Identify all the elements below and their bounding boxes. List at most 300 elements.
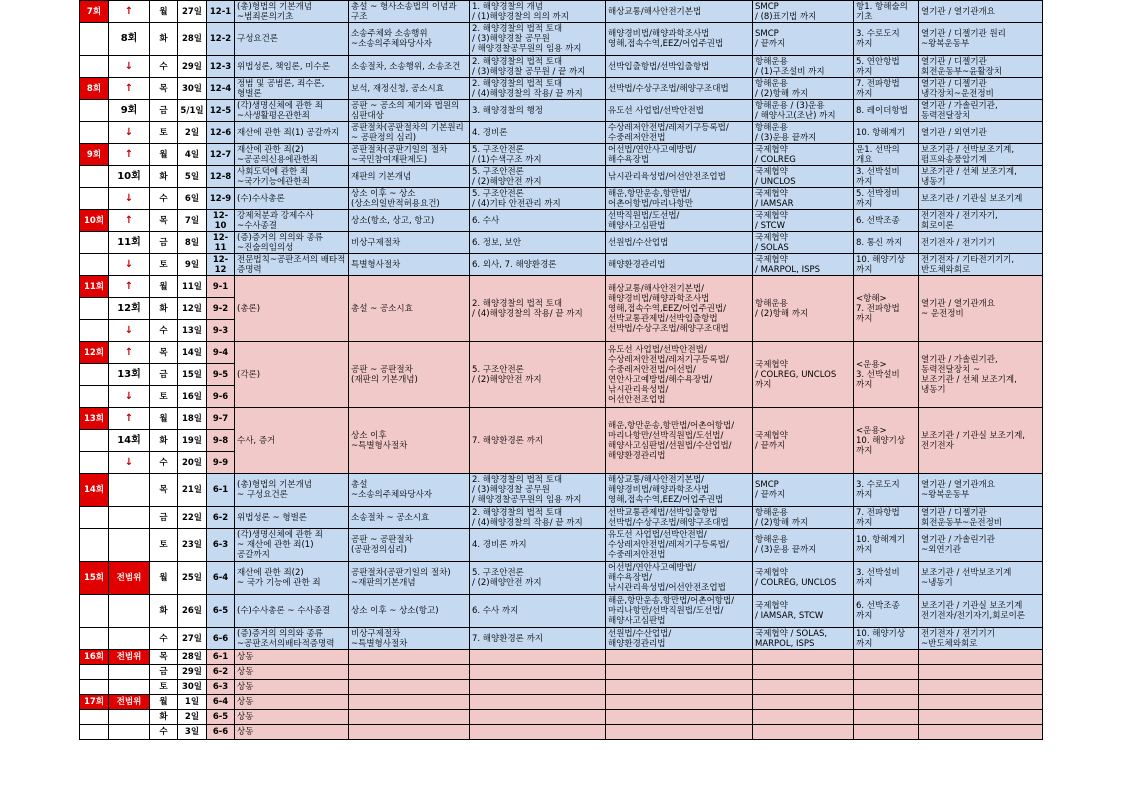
weekday-cell: 월 xyxy=(150,562,178,595)
subject-engineering xyxy=(919,650,1043,665)
weekday-cell: 토 xyxy=(150,680,178,695)
week-cell: 10회 xyxy=(109,166,150,188)
round-cell: 12회 xyxy=(80,342,109,364)
subject-maritime-law: 낚시관리육성법/어선안전조업법 xyxy=(606,166,753,188)
subject-navigation: 5. 선박정비 까지 xyxy=(854,188,919,210)
code-cell: 9-4 xyxy=(207,342,235,364)
weekday-cell: 목 xyxy=(150,474,178,507)
subject-navigation: 3. 수로도지 까지 xyxy=(854,23,919,56)
arrow-cell: ↓ xyxy=(109,452,150,474)
round-cell: 17회 xyxy=(80,695,109,710)
subject-maritime-law: 해상교통/해사안전기본법/ 해양경비법/해양과학조사법 영해,접속수역,EEZ/어업주권법 xyxy=(606,474,753,507)
subject-criminal-procedure: 공판절차(공판절차의 기본원리 ~ 공판정의 심리) xyxy=(349,122,470,144)
subject-engineering xyxy=(919,725,1043,740)
subject-navigation: 8. 레이더항법 xyxy=(854,100,919,122)
table-row xyxy=(80,710,1043,725)
subject-navigation-english xyxy=(753,650,854,665)
subject-navigation-english: 국제협약 / COLREG, UNCLOS xyxy=(753,562,854,595)
date-cell: 18일 xyxy=(178,408,207,430)
week-cell: 9회 xyxy=(109,100,150,122)
subject-navigation: 10. 해양기상 까지 xyxy=(854,254,919,276)
table-row xyxy=(80,56,1043,78)
date-cell: 2일 xyxy=(178,710,207,725)
date-cell: 28일 xyxy=(178,23,207,56)
date-cell: 4일 xyxy=(178,144,207,166)
subject-navigation xyxy=(854,710,919,725)
subject-maritime-police: 5. 구조안전론 / (2)해양안전 까지 xyxy=(470,562,606,595)
code-cell: 6-1 xyxy=(207,650,235,665)
code-cell: 9-8 xyxy=(207,430,235,452)
weekday-cell: 토 xyxy=(150,122,178,144)
table-row xyxy=(80,695,1043,710)
table-row xyxy=(80,680,1043,695)
subject-maritime-law: 해상교통/해사안전기본법 xyxy=(606,1,753,23)
subject-engineering xyxy=(919,695,1043,710)
subject-navigation xyxy=(854,725,919,740)
subject-criminal-law: 강제처분과 강제수사 ~수사종결 xyxy=(235,210,349,232)
arrow-cell: ↑ xyxy=(109,342,150,364)
date-cell: 8일 xyxy=(178,232,207,254)
subject-navigation: 3. 수로도지 까지 xyxy=(854,474,919,507)
subject-maritime-police xyxy=(470,665,606,680)
code-cell: 12-5 xyxy=(207,100,235,122)
date-cell: 23일 xyxy=(178,529,207,562)
round-cell xyxy=(80,56,109,78)
round-cell: 11회 xyxy=(80,276,109,298)
round-cell xyxy=(80,23,109,56)
round-cell xyxy=(80,595,109,628)
round-cell: 13회 xyxy=(80,408,109,430)
subject-engineering xyxy=(919,710,1043,725)
subject-maritime-law xyxy=(606,725,753,740)
weekday-cell: 목 xyxy=(150,210,178,232)
weekday-cell: 수 xyxy=(150,725,178,740)
subject-navigation: 운1. 선박의 개요 xyxy=(854,144,919,166)
week-cell: 8회 xyxy=(109,23,150,56)
arrow-cell xyxy=(109,665,150,680)
date-cell: 15일 xyxy=(178,364,207,386)
weekday-cell: 화 xyxy=(150,298,178,320)
table-row xyxy=(80,595,1043,628)
weekday-cell: 수 xyxy=(150,188,178,210)
subject-criminal-law: 위법성론, 책임론, 미수론 xyxy=(235,56,349,78)
subject-maritime-law: 선원법/수산업법/ 해양환경관리법 xyxy=(606,628,753,650)
weekday-cell: 월 xyxy=(150,144,178,166)
subject-engineering: 보조기관 / 선박보조기계, 펌프와송풍압기계 xyxy=(919,144,1043,166)
code-cell: 9-5 xyxy=(207,364,235,386)
table-row xyxy=(80,232,1043,254)
subject-maritime-law: 어선법/연안사고예방법/ 해수욕장법/ 낚시관리육성법/어선안전조업법 xyxy=(606,562,753,595)
subject-engineering: 열기관 / 열기관개요 xyxy=(919,1,1043,23)
arrow-cell: ↓ xyxy=(109,122,150,144)
weekday-cell: 토 xyxy=(150,254,178,276)
subject-maritime-law: 선박입출항법/선박입출항법 xyxy=(606,56,753,78)
code-cell: 6-6 xyxy=(207,725,235,740)
subject-navigation: 10. 항해계기 xyxy=(854,122,919,144)
subject-engineering: 보조기관 / 기관실 보조기계 xyxy=(919,188,1043,210)
weekday-cell: 목 xyxy=(150,78,178,100)
subject-navigation: 7. 전파항법 까지 xyxy=(854,78,919,100)
subject-navigation-english xyxy=(753,710,854,725)
subject-engineering xyxy=(919,665,1043,680)
subject-criminal-law: (증)증거의 의의와 종류 ~진술의임의성 xyxy=(235,232,349,254)
date-cell: 21일 xyxy=(178,474,207,507)
subject-navigation-english: 항해운용 / (1)구조설비 까지 xyxy=(753,56,854,78)
subject-criminal-procedure: 공판 ~ 공판절차 (재판의 기본개념) xyxy=(349,342,470,408)
subject-criminal-procedure: 특별형사절차 xyxy=(349,254,470,276)
date-cell: 5일 xyxy=(178,166,207,188)
arrow-cell xyxy=(109,710,150,725)
subject-criminal-law: 재산에 관한 죄(1) 공갈까지 xyxy=(235,122,349,144)
round-cell xyxy=(80,166,109,188)
subject-maritime-police: 7. 해양환경론 까지 xyxy=(470,628,606,650)
subject-engineering: 열기관 / 디젤기관 원리 ~왕복운동부 xyxy=(919,23,1043,56)
date-cell: 30일 xyxy=(178,680,207,695)
subject-engineering: 열기관 / 가솔린기관, 동력전달장치 ~ 보조기관 / 선체 보조기계, 냉동기 xyxy=(919,342,1043,408)
date-cell: 29일 xyxy=(178,56,207,78)
code-cell: 12-10 xyxy=(207,210,235,232)
subject-criminal-law: 전문법칙~공판조서의 배타적 증명력 xyxy=(235,254,349,276)
weekday-cell: 금 xyxy=(150,100,178,122)
subject-criminal-law: 상동 xyxy=(235,725,349,740)
subject-maritime-law: 유도선 사업법/선박안전법 xyxy=(606,100,753,122)
date-cell: 30일 xyxy=(178,78,207,100)
weekday-cell: 수 xyxy=(150,452,178,474)
code-cell: 9-7 xyxy=(207,408,235,430)
subject-engineering: 전기전자 / 전기자기, 회로이론 xyxy=(919,210,1043,232)
date-cell: 3일 xyxy=(178,725,207,740)
subject-criminal-procedure: 총설 ~ 공소시효 xyxy=(349,276,470,342)
subject-maritime-police: 4. 경비론 xyxy=(470,122,606,144)
subject-maritime-law: 유도선 사업법/선박안전법/ 수상레저안전법/레저기구등록법/ 수중레저안전법/어선법/연안사고예방법/해수욕장법/낚시관리육성법/ 어선안전조업법 xyxy=(606,342,753,408)
subject-maritime-police: 6. 수사 xyxy=(470,210,606,232)
round-cell: 10회 xyxy=(80,210,109,232)
table-row xyxy=(80,78,1043,100)
subject-maritime-police: 5. 구조안전론 / (1)수색구조 까지 xyxy=(470,144,606,166)
round-cell xyxy=(80,188,109,210)
subject-navigation: 10. 항해계기 까지 xyxy=(854,529,919,562)
arrow-cell xyxy=(109,529,150,562)
week-cell: 12회 xyxy=(109,298,150,320)
weekday-cell: 화 xyxy=(150,710,178,725)
date-cell: 26일 xyxy=(178,595,207,628)
round-cell: 7회 xyxy=(80,1,109,23)
subject-criminal-law: 상동 xyxy=(235,665,349,680)
subject-maritime-police: 6. 수사 까지 xyxy=(470,595,606,628)
date-cell: 11일 xyxy=(178,276,207,298)
subject-maritime-law xyxy=(606,680,753,695)
subject-criminal-law: (수)수사총론 xyxy=(235,188,349,210)
table-row xyxy=(80,507,1043,529)
table-row xyxy=(80,100,1043,122)
subject-criminal-law: 위법성론 ~ 형벌론 xyxy=(235,507,349,529)
weekday-cell: 화 xyxy=(150,23,178,56)
weekday-cell: 금 xyxy=(150,507,178,529)
arrow-cell: ↓ xyxy=(109,320,150,342)
weekday-cell: 월 xyxy=(150,408,178,430)
code-cell: 9-2 xyxy=(207,298,235,320)
subject-navigation: 3. 선박설비 까지 xyxy=(854,562,919,595)
subject-criminal-law: (총)형법의 기본개념 ~ 구성요건론 xyxy=(235,474,349,507)
subject-navigation: 5. 연안항법 까지 xyxy=(854,56,919,78)
round-cell xyxy=(80,430,109,452)
weekday-cell: 월 xyxy=(150,276,178,298)
table-row xyxy=(80,23,1043,56)
subject-maritime-law: 수상레저안전법/레저기구등록법/수중레저안전법 xyxy=(606,122,753,144)
subject-criminal-procedure xyxy=(349,650,470,665)
code-cell: 6-2 xyxy=(207,665,235,680)
subject-navigation: 7. 전파항법 까지 xyxy=(854,507,919,529)
date-cell: 19일 xyxy=(178,430,207,452)
subject-criminal-procedure: 보석, 재정신청, 공소시효 xyxy=(349,78,470,100)
code-cell: 6-2 xyxy=(207,507,235,529)
subject-criminal-procedure: 공판 ~ 공소의 제기와 법원의 심판대상 xyxy=(349,100,470,122)
subject-navigation xyxy=(854,650,919,665)
subject-criminal-procedure: 공판절차(공판기일의 절차) ~재판의기본개념 xyxy=(349,562,470,595)
weekday-cell: 화 xyxy=(150,166,178,188)
subject-engineering: 열기관 / 외연기관 xyxy=(919,122,1043,144)
arrow-cell: ↑ xyxy=(109,276,150,298)
code-cell: 6-1 xyxy=(207,474,235,507)
code-cell: 6-5 xyxy=(207,710,235,725)
code-cell: 6-4 xyxy=(207,562,235,595)
subject-navigation-english: 항해운용 / (3)운용 끝까지 xyxy=(753,529,854,562)
round-cell: 15회 xyxy=(80,562,109,595)
subject-maritime-police: 5. 구조안전론 / (4)기타 안전관리 까지 xyxy=(470,188,606,210)
round-cell xyxy=(80,452,109,474)
code-cell: 6-3 xyxy=(207,680,235,695)
subject-navigation-english: 국제협약 / 끝까지 xyxy=(753,408,854,474)
code-cell: 6-3 xyxy=(207,529,235,562)
code-cell: 12-9 xyxy=(207,188,235,210)
subject-criminal-law: 재산에 관한 죄(2) ~ 국가 기능에 관한 죄 xyxy=(235,562,349,595)
subject-criminal-law: (총론) xyxy=(235,276,349,342)
weekday-cell: 월 xyxy=(150,1,178,23)
subject-maritime-police xyxy=(470,680,606,695)
subject-criminal-law: (각)생명신체에 관한 죄 ~사생활평온관한죄 xyxy=(235,100,349,122)
weekday-cell: 목 xyxy=(150,650,178,665)
subject-navigation xyxy=(854,665,919,680)
code-cell: 9-9 xyxy=(207,452,235,474)
table-row xyxy=(80,562,1043,595)
round-cell: 9회 xyxy=(80,144,109,166)
subject-criminal-procedure: 비상구제절차 ~특별형사절차 xyxy=(349,628,470,650)
arrow-cell: ↑ xyxy=(109,210,150,232)
subject-navigation-english: 국제협약 / COLREG, UNCLOS 까지 xyxy=(753,342,854,408)
subject-navigation-english: SMCP / 끝까지 xyxy=(753,23,854,56)
subject-navigation: 10. 해양기상 까지 xyxy=(854,628,919,650)
subject-criminal-procedure: 비상구제절차 xyxy=(349,232,470,254)
subject-criminal-procedure: 상소(항소, 상고, 항고) xyxy=(349,210,470,232)
subject-engineering: 전기전자 / 전기기기 ~반도체와회로 xyxy=(919,628,1043,650)
subject-criminal-procedure xyxy=(349,695,470,710)
subject-navigation-english: 항해운용 / (3)운용 / 해양사고(조난) 까지 xyxy=(753,100,854,122)
code-cell: 9-3 xyxy=(207,320,235,342)
weekday-cell: 금 xyxy=(150,232,178,254)
code-cell: 6-4 xyxy=(207,695,235,710)
date-cell: 9일 xyxy=(178,254,207,276)
subject-maritime-law: 유도선 사업법/선박안전법/ 수상레저안전법/레저기구등록법/ 수중레저안전법 xyxy=(606,529,753,562)
subject-criminal-law: 상동 xyxy=(235,680,349,695)
table-row xyxy=(80,144,1043,166)
subject-criminal-procedure xyxy=(349,725,470,740)
table-row xyxy=(80,210,1043,232)
subject-engineering: 전기전자 / 전기기기 xyxy=(919,232,1043,254)
table-row xyxy=(80,254,1043,276)
subject-maritime-police xyxy=(470,695,606,710)
round-cell xyxy=(80,320,109,342)
table-row xyxy=(80,650,1043,665)
code-cell: 12-6 xyxy=(207,122,235,144)
code-cell: 9-1 xyxy=(207,276,235,298)
round-cell xyxy=(80,725,109,740)
subject-navigation: <운용> 3. 선박설비 까지 xyxy=(854,342,919,408)
subject-criminal-procedure: 상소 이후 ~ 상소(항고) xyxy=(349,595,470,628)
subject-navigation: 6. 선박조종 까지 xyxy=(854,595,919,628)
subject-navigation: 항1. 항해술의 기초 xyxy=(854,1,919,23)
arrow-cell: ↑ xyxy=(109,408,150,430)
subject-navigation-english: 국제협약 / IAMSAR, STCW xyxy=(753,595,854,628)
subject-criminal-law: 상동 xyxy=(235,710,349,725)
arrow-cell xyxy=(109,474,150,507)
subject-engineering: 열기관 / 디젤기관 회전운동부~윤활장치 xyxy=(919,56,1043,78)
subject-engineering: 보조기관 / 선체 보조기계, 냉동기 xyxy=(919,166,1043,188)
table-row xyxy=(80,628,1043,650)
code-cell: 12-8 xyxy=(207,166,235,188)
subject-criminal-procedure: 상소 이후 ~ 상소 (상소의일반적허용요건) xyxy=(349,188,470,210)
code-cell: 12-4 xyxy=(207,78,235,100)
date-cell: 25일 xyxy=(178,562,207,595)
weekday-cell: 화 xyxy=(150,595,178,628)
date-cell: 6일 xyxy=(178,188,207,210)
subject-criminal-law: (각)생명신체에 관한 죄 ~ 재산에 관한 죄(1) 공갈까지 xyxy=(235,529,349,562)
subject-maritime-police: 5. 구조안전론 / (2)해양안전 까지 xyxy=(470,166,606,188)
table-row xyxy=(80,665,1043,680)
week-cell: 13회 xyxy=(109,364,150,386)
arrow-cell: ↓ xyxy=(109,254,150,276)
date-cell: 16일 xyxy=(178,386,207,408)
table-row xyxy=(80,474,1043,507)
round-cell xyxy=(80,254,109,276)
subject-engineering: 보조기관 / 선박보조기계 ~냉동기 xyxy=(919,562,1043,595)
subject-criminal-law: (총)형법의 기본개념 ~범죄론의기초 xyxy=(235,1,349,23)
week-cell: 14회 xyxy=(109,430,150,452)
arrow-cell xyxy=(109,595,150,628)
table-row xyxy=(80,725,1043,740)
subject-engineering: 열기관 / 디젤기관 냉각장치~운전정비 xyxy=(919,78,1043,100)
date-cell: 27일 xyxy=(178,628,207,650)
round-cell xyxy=(80,529,109,562)
subject-navigation-english: 국제협약 / STCW xyxy=(753,210,854,232)
subject-maritime-police: 2. 해양경찰의 법적 토대 / (4)해양경찰의 작용/ 끝 까지 xyxy=(470,276,606,342)
table-row xyxy=(80,1,1043,23)
code-cell: 6-6 xyxy=(207,628,235,650)
subject-navigation-english xyxy=(753,680,854,695)
table-row xyxy=(80,276,1043,298)
round-cell xyxy=(80,232,109,254)
arrow-cell: ↓ xyxy=(109,386,150,408)
weekday-cell: 월 xyxy=(150,695,178,710)
weekday-cell: 수 xyxy=(150,628,178,650)
subject-criminal-procedure: 공판절차(공판기일의 절차 ~국민참여재판제도) xyxy=(349,144,470,166)
date-cell: 27일 xyxy=(178,1,207,23)
subject-criminal-procedure: 소송주체와 소송행위 ~소송의주체와당사자 xyxy=(349,23,470,56)
round-cell xyxy=(80,100,109,122)
subject-maritime-police: 2. 해양경찰의 법적 토대 / (3)해양경찰 공무원 / 해양경찰공무원의 임용 까지 xyxy=(470,23,606,56)
weekday-cell: 화 xyxy=(150,430,178,452)
subject-navigation-english xyxy=(753,725,854,740)
weekday-cell: 금 xyxy=(150,364,178,386)
subject-maritime-law: 해상교통/해사안전기본법/ 해양경비법/해양과학조사법 영해,접속수역,EEZ/어업주권법/ 선박교통관제법/선박입출항법 선박법/수상구조법/해양구조대법 xyxy=(606,276,753,342)
subject-criminal-procedure: 총설 ~ 형사소송법의 이념과 구조 xyxy=(349,1,470,23)
subject-criminal-law: 정범 및 공범론, 죄수론, 형벌론 xyxy=(235,78,349,100)
subject-maritime-law: 해양경비법/해양과학조사법 영해,접속수역,EEZ/어업주권법 xyxy=(606,23,753,56)
subject-criminal-procedure: 공판 ~ 공판절차 (공판정의심리) xyxy=(349,529,470,562)
round-cell xyxy=(80,665,109,680)
subject-navigation: 6. 선박조종 xyxy=(854,210,919,232)
subject-navigation-english: SMCP / 끝까지 xyxy=(753,474,854,507)
arrow-cell: ↑ xyxy=(109,1,150,23)
subject-criminal-law: (증)증거의 의의와 종류 ~공판조서의배타적증명력 xyxy=(235,628,349,650)
subject-criminal-law: (수)수사총론 ~ 수사종결 xyxy=(235,595,349,628)
subject-maritime-police xyxy=(470,725,606,740)
date-cell: 20일 xyxy=(178,452,207,474)
subject-maritime-law: 해양환경관리법 xyxy=(606,254,753,276)
schedule-table xyxy=(79,0,1043,740)
subject-maritime-law: 어선법/연안사고예방법/ 해수욕장법 xyxy=(606,144,753,166)
code-cell: 9-6 xyxy=(207,386,235,408)
subject-criminal-law: 상동 xyxy=(235,695,349,710)
subject-criminal-procedure: 총설 ~소송의주체와당사자 xyxy=(349,474,470,507)
arrow-cell: 전범위 xyxy=(109,650,150,665)
weekday-cell: 토 xyxy=(150,386,178,408)
subject-navigation: <항해> 7. 전파항법 까지 xyxy=(854,276,919,342)
subject-navigation xyxy=(854,695,919,710)
subject-maritime-police: 2. 해양경찰의 법적 토대 / (4)해양경찰의 작용/ 끝 까지 xyxy=(470,78,606,100)
subject-navigation: 3. 선박설비 까지 xyxy=(854,166,919,188)
arrow-cell: ↑ xyxy=(109,78,150,100)
subject-navigation-english: 국제협약 / IAMSAR xyxy=(753,188,854,210)
subject-maritime-police: 2. 해양경찰의 법적 토대 / (4)해양경찰의 작용/ 끝 까지 xyxy=(470,507,606,529)
subject-criminal-procedure xyxy=(349,680,470,695)
subject-engineering: 열기관 / 디젤기관 회전운동부~운전정비 xyxy=(919,507,1043,529)
subject-maritime-law xyxy=(606,665,753,680)
subject-criminal-law: (각론) xyxy=(235,342,349,408)
subject-engineering: 보조기관 / 기관실 보조기계, 전기전자 xyxy=(919,408,1043,474)
subject-engineering: 열기관 / 가솔린기관 ~외연기관 xyxy=(919,529,1043,562)
subject-navigation-english: 국제협약 / UNCLOS xyxy=(753,166,854,188)
subject-navigation: <운용> 10. 해양기상 까지 xyxy=(854,408,919,474)
weekday-cell: 금 xyxy=(150,665,178,680)
subject-maritime-law: 해운,항만운송,항만법/ 어촌어항법/마리나항만 xyxy=(606,188,753,210)
round-cell: 16회 xyxy=(80,650,109,665)
subject-engineering xyxy=(919,680,1043,695)
table-row xyxy=(80,408,1043,430)
round-cell: 14회 xyxy=(80,474,109,507)
subject-criminal-law: 사회도덕에 관한 죄 ~국가기능에관한죄 xyxy=(235,166,349,188)
round-cell xyxy=(80,122,109,144)
subject-maritime-law: 해운,항만운송,항만법/어촌어항법/ 마리나항만/선박직원법/도선법/ 해양사고심판법 xyxy=(606,595,753,628)
subject-criminal-procedure: 상소 이후 ~특별형사절차 xyxy=(349,408,470,474)
subject-maritime-police: 5. 구조안전론 / (2)해양안전 까지 xyxy=(470,342,606,408)
arrow-cell xyxy=(109,725,150,740)
arrow-cell: 전범위 xyxy=(109,562,150,595)
subject-engineering: 전기전자 / 기타전기기기, 반도체와회로 xyxy=(919,254,1043,276)
subject-maritime-police xyxy=(470,710,606,725)
subject-criminal-procedure: 재판의 기본개념 xyxy=(349,166,470,188)
subject-maritime-police xyxy=(470,650,606,665)
subject-maritime-police: 2. 해양경찰의 법적 토대 / (3)해양경찰 공무원 / 해양경찰공무원의 임용 까지 xyxy=(470,474,606,507)
